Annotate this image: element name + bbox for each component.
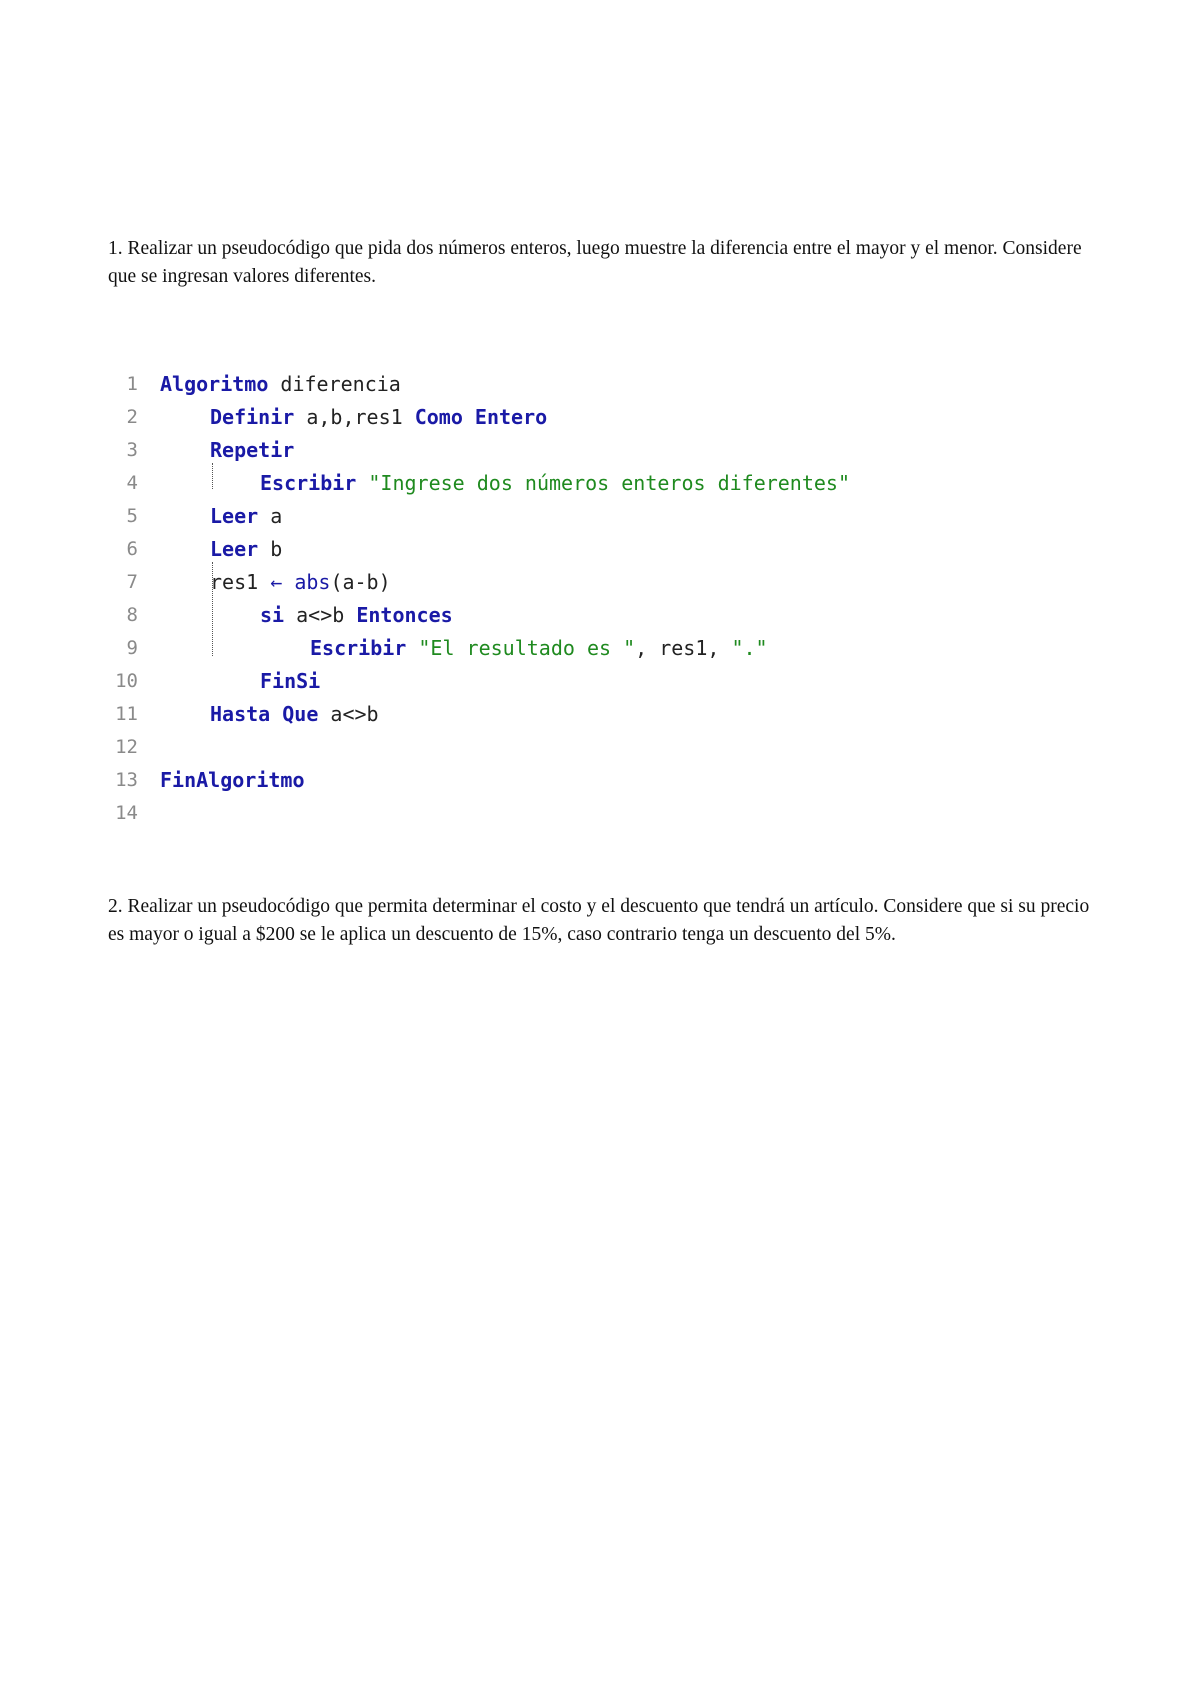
code-token: b [258,537,283,561]
line-number: 3 [126,439,138,461]
line-number: 5 [126,505,138,527]
code-token: Escribir [260,471,357,495]
code-text [210,434,294,467]
line-number: 14 [115,802,138,824]
code-token: Hasta Que [210,702,319,726]
code-token: , res1, [635,636,732,660]
code-line [108,401,1008,434]
code-text [160,764,305,797]
code-line [108,731,1008,764]
code-token: Escribir [310,636,407,660]
code-token: Repetir [210,438,295,462]
code-text [210,401,547,434]
line-number: 8 [126,604,138,626]
code-token [406,636,418,660]
code-token: (a-b) [330,570,391,594]
code-token: "." [731,636,768,660]
code-token: diferencia [268,372,401,396]
code-line [108,533,1008,566]
code-token: Entonces [356,603,453,627]
code-text [310,632,768,665]
code-text [260,665,320,698]
code-text [160,368,401,401]
code-line [108,566,1008,599]
code-text [210,698,379,731]
code-token: a [258,504,283,528]
code-token: FinAlgoritmo [160,768,305,792]
code-token: "Ingrese dos números enteros diferentes" [368,471,851,495]
code-text [260,599,453,632]
code-token: a<>b [284,603,357,627]
code-token: Como Entero [414,405,548,429]
code-token: ← [270,570,283,594]
code-text [210,500,282,533]
code-line [108,698,1008,731]
line-number: 11 [115,703,138,725]
code-token: FinSi [260,669,321,693]
code-line [108,764,1008,797]
code-text [210,566,391,599]
code-token: Leer [210,504,259,528]
line-number: 2 [126,406,138,428]
code-token [282,570,294,594]
code-token: a,b,res1 [294,405,415,429]
line-number: 4 [126,472,138,494]
pseudocode-listing [108,368,1008,830]
code-line [108,467,1008,500]
code-token: res1 [210,570,271,594]
code-line [108,665,1008,698]
code-line [108,797,1008,830]
code-line [108,599,1008,632]
code-text [210,533,282,566]
code-line [108,368,1008,401]
code-token: "El resultado es " [418,636,636,660]
code-line [108,632,1008,665]
line-number: 6 [126,538,138,560]
code-token: si [260,603,285,627]
code-token: Leer [210,537,259,561]
code-text [260,467,850,500]
code-line [108,434,1008,467]
question-1-text: 1. Realizar un pseudocódigo que pida dos números enteros, luego muestre la diferencia entre el mayor y el menor. Considere que se ingresan valores diferentes. [108,238,1082,287]
code-token: Algoritmo [160,372,269,396]
line-number: 12 [115,736,138,758]
question-2-text: 2. Realizar un pseudocódigo que permita determinar el costo y el descuento que tendrá un artículo. Considere que si su precio es mayor o igual a $200 se le aplica un descuento de 15%, caso contrario tenga un descuento del 5%. [108,896,1090,945]
line-number: 7 [126,571,138,593]
line-number: 10 [115,670,138,692]
code-token: abs [294,570,331,594]
line-number: 13 [115,769,138,791]
code-line [108,500,1008,533]
code-token [356,471,368,495]
line-number: 9 [126,637,138,659]
line-number: 1 [126,373,138,395]
code-token: Definir [210,405,295,429]
code-token: a<>b [318,702,379,726]
